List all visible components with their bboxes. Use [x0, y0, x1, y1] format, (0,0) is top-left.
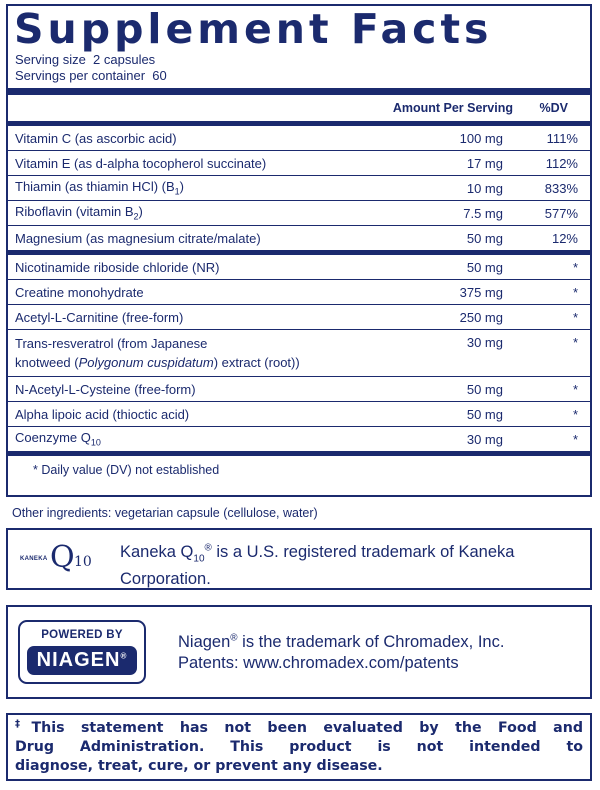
niagen-trademark-text: Niagen® is the trademark of Chromadex, Inc. Patents: www.chromadex.com/patents: [178, 632, 505, 672]
serving-size: Serving size 2 capsules: [15, 52, 156, 67]
table-row: [8, 401, 590, 426]
dv-footnote: * Daily value (DV) not established: [33, 463, 220, 477]
nutrient-dv: 12%: [551, 230, 578, 246]
table-row: [8, 150, 590, 175]
nutrient-name: Thiamin (as thiamin HCl) $(B_1)$: [15, 179, 185, 197]
ingredient-amount: 30 mg: [466, 335, 503, 350]
other-ingredients: Other ingredients: vegetarian capsule (cellulose, water): [12, 506, 318, 520]
ingredient-dv: *: [572, 309, 578, 325]
ingredient-name: Creatine monohydrate: [15, 284, 144, 300]
ingredient-dv: *: [572, 381, 578, 397]
table-row: [8, 225, 590, 250]
ingredient-amount: 250 mg: [459, 309, 503, 325]
table-row: [8, 200, 590, 225]
nutrient-name: Riboflavin (vitamin $B_2$): [15, 204, 143, 222]
niagen-box: [6, 605, 592, 699]
ingredient-amount: 50 mg: [466, 381, 503, 397]
kaneka-q10-logo: KANEKA Q 10: [20, 540, 92, 575]
table-row: [8, 126, 590, 150]
nutrient-dv: 111%: [546, 130, 578, 146]
nutrient-amount: 50 mg: [466, 230, 503, 246]
ingredient-dv: *: [572, 284, 578, 300]
ingredient-amount: 375 mg: [459, 284, 503, 300]
thick-divider: [8, 88, 590, 95]
table-row: [8, 255, 590, 279]
nutrient-amount: 100 mg: [459, 130, 503, 146]
ingredient-name: N-Acetyl-L-Cysteine (free-form): [15, 381, 196, 397]
table-row: [8, 304, 590, 329]
nutrient-amount: 7.5 mg: [463, 205, 503, 221]
ingredient-name: Trans-resveratrol (from Japanese knotweed (Polygonum cuspidatum) extract (root)): [15, 336, 300, 370]
table-header: [8, 95, 590, 121]
ingredient-amount: 30 mg: [466, 431, 503, 447]
ingredient-name: Alpha lipoic acid (thioctic acid): [15, 406, 190, 422]
panel-title: Supplement Facts: [14, 5, 493, 53]
nutrient-amount: 17 mg: [466, 155, 503, 171]
kaneka-trademark-text: Kaneka $Q_{10}®$ is a U.S. registered trademark of Kaneka Corporation.: [120, 542, 515, 589]
nutrient-amount: 10 mg: [466, 180, 503, 196]
ingredient-amount: 50 mg: [466, 406, 503, 422]
table-row: [8, 329, 590, 376]
nutrient-name: Magnesium (as magnesium citrate/malate): [15, 230, 261, 246]
ingredient-dv: *: [572, 406, 578, 422]
nutrient-name: Vitamin E (as d-alpha tocopherol succinate): [15, 155, 267, 171]
ingredient-name: Coenzyme $Q_{10}$: [15, 430, 101, 448]
nutrient-name: Vitamin C (as ascorbic acid): [15, 130, 177, 146]
kaneka-box: [6, 528, 592, 590]
ingredient-amount: 50 mg: [466, 259, 503, 275]
ingredient-dv: *: [572, 259, 578, 275]
ingredient-name: Nicotinamide riboside chloride (NR): [15, 259, 220, 275]
nutrient-dv: 577%: [544, 205, 578, 221]
ingredient-dv: *: [572, 431, 578, 447]
supplement-facts-panel: [6, 4, 592, 497]
amount-header: Amount Per Serving: [392, 101, 513, 115]
ingredient-dv: *: [572, 335, 578, 350]
servings-per-container: Servings per container 60: [15, 68, 167, 83]
dv-header: %DV: [539, 101, 568, 115]
powered-by-niagen-logo: POWERED BY NIAGEN®: [18, 620, 146, 684]
table-row: [8, 426, 590, 451]
table-row: [8, 175, 590, 200]
fda-disclaimer: ‡This statement has not been evaluated by the Food and Drug Administration. This product is not intended to diagnose, treat, cure, or prevent any disease.: [6, 713, 592, 781]
table-row: [8, 279, 590, 304]
table-row: [8, 376, 590, 401]
nutrient-dv: 833%: [544, 180, 578, 196]
nutrient-dv: 112%: [545, 155, 578, 171]
ingredient-name: Acetyl-L-Carnitine (free-form): [15, 309, 184, 325]
